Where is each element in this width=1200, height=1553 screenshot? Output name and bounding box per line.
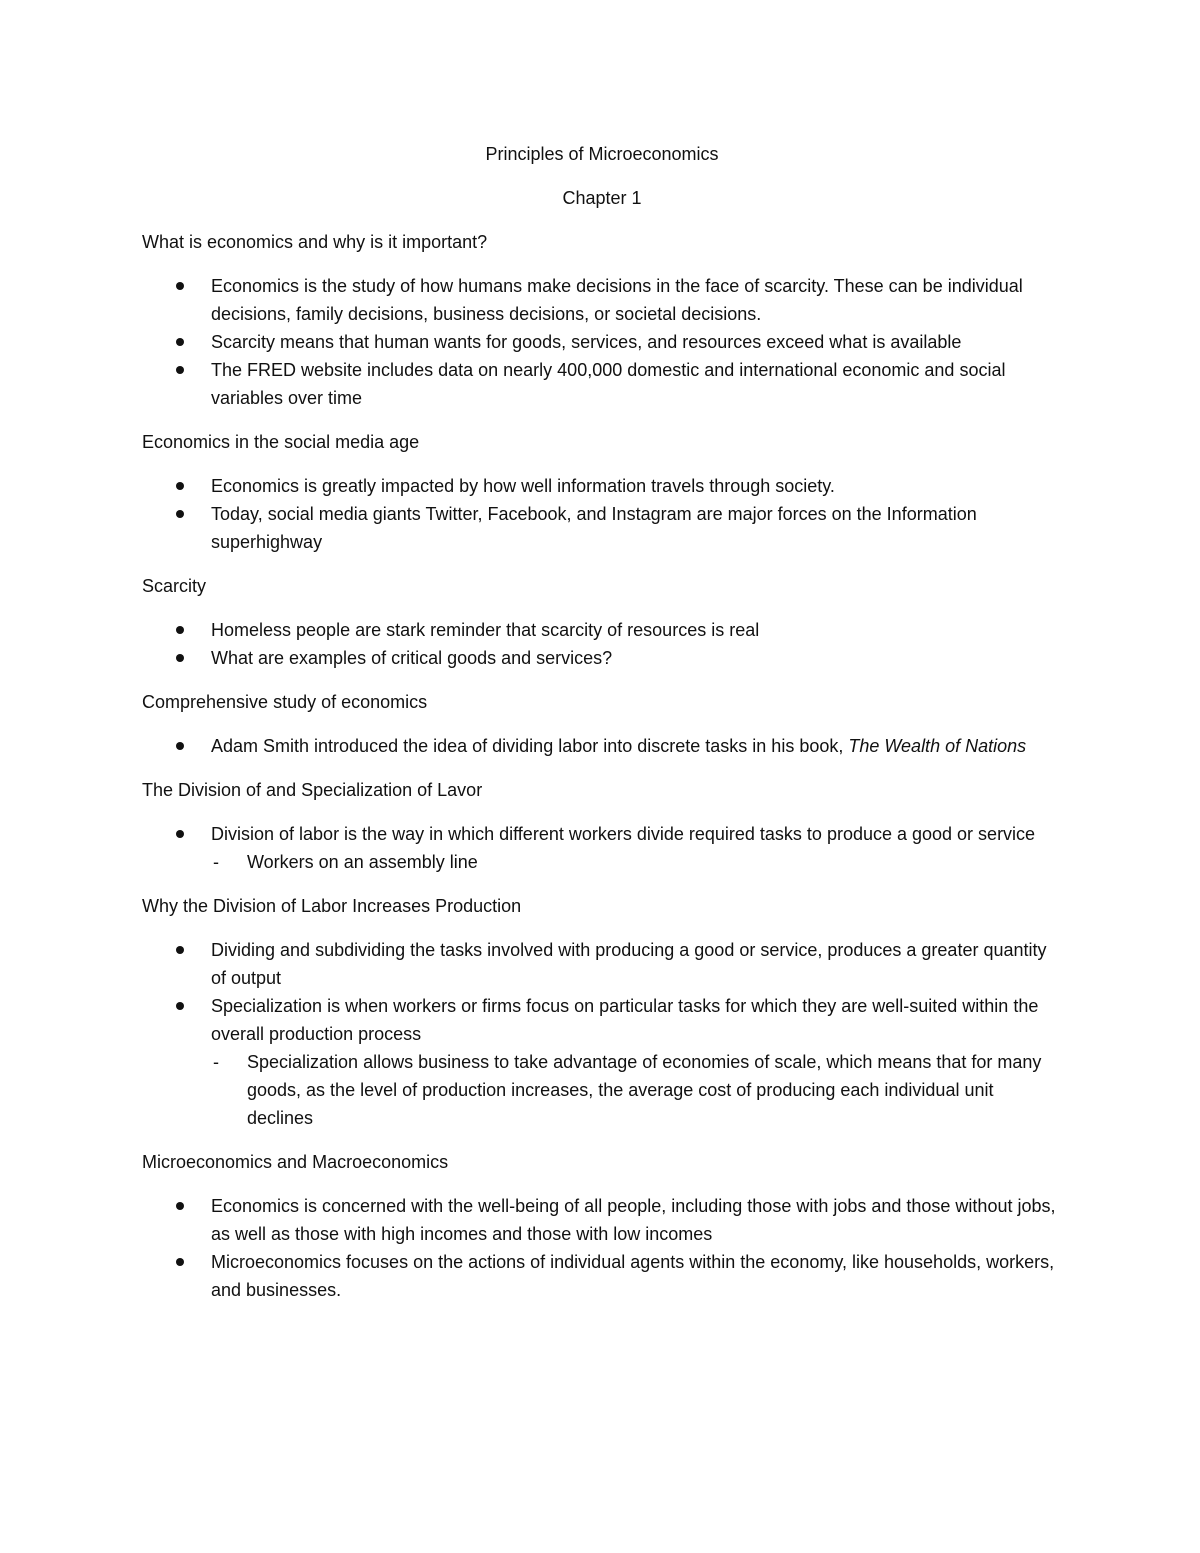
section-heading: Why the Division of Labor Increases Production: [142, 896, 522, 916]
bullet-list: [142, 472, 1062, 556]
bullet-list: [142, 1192, 1062, 1304]
bullet-text: Adam Smith introduced the idea of dividing labor into discrete tasks in his book,: [211, 736, 849, 756]
sub-bullet-list: [211, 1048, 1062, 1132]
bullet-item: The FRED website includes data on nearly 400,000 domestic and international economic and social variables over time: [142, 356, 1062, 412]
bullet-item: Homeless people are stark reminder that scarcity of resources is real: [142, 616, 1062, 644]
chapter-label: Chapter 1: [562, 188, 642, 208]
bullet-item: [142, 992, 1062, 1132]
bullet-list: [142, 820, 1062, 876]
section-heading: Comprehensive study of economics: [142, 692, 428, 712]
sub-bullet-list: [211, 848, 1062, 876]
document-body: [142, 140, 1062, 1320]
section-heading: The Division of and Specialization of Lavor: [142, 780, 483, 800]
section-heading: Microeconomics and Macroeconomics: [142, 1152, 449, 1172]
document-title: Principles of Microeconomics: [485, 144, 719, 164]
bullet-list: [142, 936, 1062, 1132]
bullet-item: [142, 820, 1062, 876]
sub-bullet-item: - Workers on an assembly line: [211, 848, 1062, 876]
bullet-item: Scarcity means that human wants for goods, services, and resources exceed what is available: [142, 328, 1062, 356]
bullet-list: [142, 272, 1062, 412]
book-title: The Wealth of Nations: [848, 736, 1027, 756]
bullet-list: [142, 732, 1062, 760]
bullet-text: Specialization is when workers or firms focus on particular tasks for which they are well-suited within the overall production process: [211, 996, 1039, 1044]
bullet-item: Microeconomics focuses on the actions of individual agents within the economy, like households, workers, and businesses.: [142, 1248, 1062, 1304]
bullet-item: What are examples of critical goods and services?: [142, 644, 1062, 672]
bullet-list: [142, 616, 1062, 672]
bullet-item: Today, social media giants Twitter, Facebook, and Instagram are major forces on the Information superhighway: [142, 500, 1062, 556]
bullet-item: Economics is concerned with the well-being of all people, including those with jobs and those without jobs, as well as those with high incomes and those with low incomes: [142, 1192, 1062, 1248]
bullet-text: Division of labor is the way in which different workers divide required tasks to produce a good or service: [211, 824, 1036, 844]
section-heading: What is economics and why is it important?: [142, 232, 488, 252]
bullet-item: Economics is the study of how humans make decisions in the face of scarcity. These can be individual decisions, family decisions, business decisions, or societal decisions.: [142, 272, 1062, 328]
bullet-item: Dividing and subdividing the tasks involved with producing a good or service, produces a greater quantity of output: [142, 936, 1062, 992]
section-heading: Scarcity: [142, 576, 207, 596]
section-heading: Economics in the social media age: [142, 432, 420, 452]
bullet-item: Economics is greatly impacted by how well information travels through society.: [142, 472, 1062, 500]
bullet-item: [142, 732, 1062, 760]
sub-bullet-item: - Specialization allows business to take advantage of economies of scale, which means that for many goods, as the level of production increases, the average cost of producing each individual unit declines: [211, 1048, 1062, 1132]
